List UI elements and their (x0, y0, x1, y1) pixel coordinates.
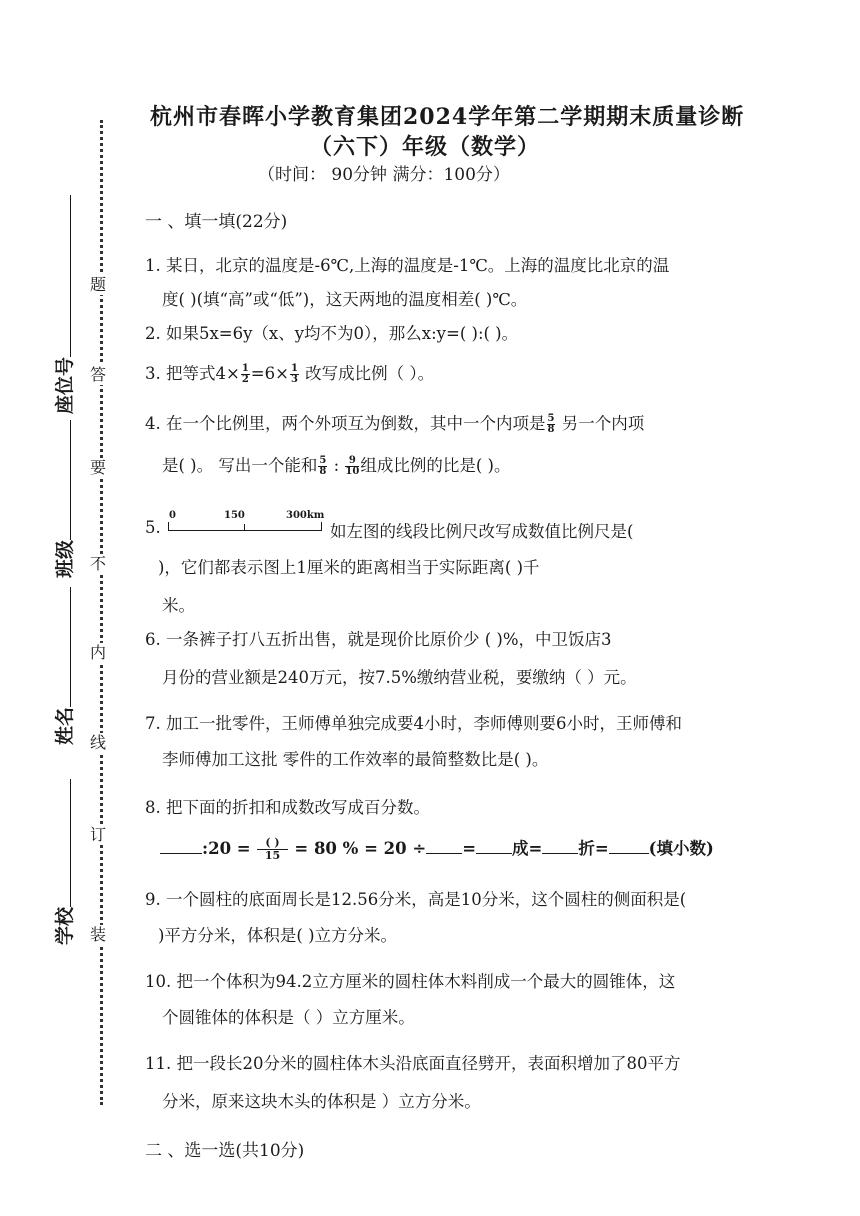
question-11-line1: 11. 把一段长20分米的圆柱体木头沿底面直径劈开，表面积增加了80平方 (145, 1054, 681, 1073)
fraction: $\frac{( )}{15}$ (257, 837, 287, 862)
question-1-line1: 1. 某日，北京的温度是-6℃,上海的温度是-1℃。上海的温度比北京的温 (145, 256, 670, 275)
question-5-line3: 米。 (162, 596, 195, 615)
question-3-prefix: 3. 把等式4× (145, 364, 240, 383)
scale-label-300km: 300km (286, 510, 325, 521)
line-scale-bar (168, 522, 322, 531)
name-label: 姓名 (54, 706, 76, 745)
scale-label-0: 0 (169, 510, 176, 521)
question-3-mid: =6× (250, 364, 289, 383)
eq-mid: = 80 % = 20 ÷ (294, 839, 427, 858)
binding-char: 题 (90, 275, 107, 294)
binding-dotted-line (100, 120, 103, 1105)
question-4-line2-mid: : (328, 456, 345, 475)
eq-end: (填小数) (648, 839, 714, 858)
question-3-suffix: 改写成比例（ ）。 (299, 364, 435, 383)
fraction: $\frac{9}{10}$ (345, 455, 360, 477)
question-3 (145, 360, 434, 385)
eq-colon: :20 = (202, 839, 251, 858)
question-8-equation (160, 835, 714, 862)
seat-field[interactable] (50, 195, 77, 414)
class-field[interactable] (50, 420, 77, 578)
class-label: 班级 (54, 539, 76, 578)
question-4-line2 (162, 452, 510, 477)
binding-char: 不 (90, 554, 107, 573)
question-9-line2: )平方分米，体积是( )立方分米。 (158, 926, 398, 945)
question-5-line1: 如左图的线段比例尺改写成数值比例尺是( (330, 522, 634, 541)
section-2-heading: 二 、选一选(共10分) (145, 1141, 305, 1161)
binding-char: 订 (90, 825, 107, 844)
binding-char: 答 (90, 365, 107, 384)
question-2: 2. 如果5x=6y（x、y均不为0），那么x:y=( ):( )。 (145, 324, 519, 343)
binding-char: 要 (90, 458, 107, 477)
question-7-line1: 7. 加工一批零件，王师傅单独完成要4小时，李师傅则要6小时，王师傅和 (145, 714, 682, 733)
binding-char: 线 (90, 733, 107, 752)
question-6-line2: 月份的营业额是240万元，按7.5%缴纳营业税，要缴纳（ ）元。 (162, 668, 637, 687)
fraction: $\frac{1}{3}$ (290, 363, 298, 385)
name-field[interactable] (50, 587, 77, 745)
school-label: 学校 (54, 906, 76, 945)
binding-char: 装 (90, 925, 107, 944)
scale-label-150: 150 (224, 510, 245, 521)
exam-time-info: （时间： 90分钟 满分：100分） (258, 165, 510, 185)
school-field[interactable] (50, 779, 77, 945)
fraction: $\frac{1}{2}$ (241, 363, 249, 385)
question-1-line2: 度( )(填“高”或“低”)，这天两地的温度相差( )℃。 (162, 290, 528, 309)
fraction: $\frac{5}{8}$ (547, 413, 555, 435)
question-4-line1 (145, 410, 644, 435)
question-4-line2-suffix: 组成比例的比是( )。 (360, 456, 511, 475)
eq-zhe: 折= (578, 839, 609, 858)
question-6-line1: 6. 一条裤子打八五折出售，就是现价比原价少 ( )%，中卫饭店3 (145, 630, 612, 649)
seat-label: 座位号 (54, 356, 76, 414)
question-9-line1: 9. 一个圆柱的底面周长是12.56分米，高是10分米，这个圆柱的侧面积是( (145, 890, 687, 909)
question-7-line2: 李师傅加工这批 零件的工作效率的最简整数比是( )。 (162, 750, 549, 769)
question-10-line2: 个圆锥体的体积是（ ）立方厘米。 (162, 1008, 415, 1027)
question-8-line1: 8. 把下面的折扣和成数改写成百分数。 (145, 798, 430, 817)
question-10-line1: 10. 把一个体积为94.2立方厘米的圆柱体木料削成一个最大的圆锥体，这 (145, 972, 676, 991)
eq-cheng: 成= (512, 839, 543, 858)
question-4-line1-prefix: 4. 在一个比例里，两个外项互为倒数，其中一个内项是 (145, 414, 546, 433)
fraction: $\frac{5}{8}$ (319, 455, 327, 477)
question-5-number: 5. (145, 518, 161, 537)
question-5-line2: )，它们都表示图上1厘米的距离相当于实际距离( )千 (158, 558, 540, 577)
exam-subtitle: （六下）年级（数学） (310, 134, 541, 160)
exam-title: 杭州市春晖小学教育集团2024学年第二学期期末质量诊断 (150, 104, 745, 130)
question-11-line2: 分米，原来这块木头的体积是 ）立方分米。 (162, 1092, 481, 1111)
eq-eq: = (462, 839, 477, 858)
section-1-heading: 一 、填一填(22分) (145, 212, 288, 232)
binding-char: 内 (90, 643, 107, 662)
question-4-line1-suffix: 另一个内项 (556, 414, 645, 433)
question-4-line2-prefix: 是( )。 写出一个能和 (162, 456, 318, 475)
